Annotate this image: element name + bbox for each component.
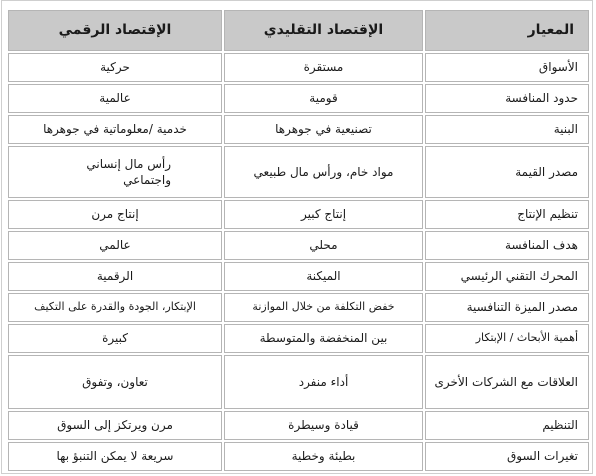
cell-criterion: مصدر القيمة <box>425 146 589 198</box>
cell-digital: حركية <box>8 53 222 82</box>
cell-traditional: خفض التكلفة من خلال الموازنة <box>224 293 423 322</box>
cell-criterion: العلاقات مع الشركات الأخرى <box>425 355 589 409</box>
cell-digital: كبيرة <box>8 324 222 353</box>
cell-traditional: قيادة وسيطرة <box>224 411 423 440</box>
cell-criterion: حدود المنافسة <box>425 84 589 113</box>
comparison-table <box>6 8 591 473</box>
table-row <box>8 442 589 471</box>
cell-traditional: مستقرة <box>224 53 423 82</box>
cell-digital: الرقمية <box>8 262 222 291</box>
table-row <box>8 231 589 260</box>
table-row <box>8 84 589 113</box>
table-row <box>8 324 589 353</box>
header-digital-economy: الإقتصاد الرقمي <box>8 10 222 51</box>
cell-digital: رأس مال إنساني واجتماعي <box>8 146 222 198</box>
table-row <box>8 355 589 409</box>
table-row <box>8 293 589 322</box>
table-row <box>8 146 589 198</box>
table-header-row <box>8 10 589 51</box>
cell-criterion: مصدر الميزة التنافسية <box>425 293 589 322</box>
cell-traditional: قومية <box>224 84 423 113</box>
cell-traditional: محلي <box>224 231 423 260</box>
cell-traditional: الميكنة <box>224 262 423 291</box>
header-criterion: المعيار <box>425 10 589 51</box>
cell-digital: سريعة لا يمكن التنبؤ بها <box>8 442 222 471</box>
cell-criterion: تغيرات السوق <box>425 442 589 471</box>
cell-digital: عالمية <box>8 84 222 113</box>
cell-criterion: المحرك التقني الرئيسي <box>425 262 589 291</box>
cell-criterion: أهمية الأبحاث / الإبتكار <box>425 324 589 353</box>
cell-digital: مرن ويرتكز إلى السوق <box>8 411 222 440</box>
cell-criterion: هدف المنافسة <box>425 231 589 260</box>
cell-traditional: مواد خام، ورأس مال طبيعي <box>224 146 423 198</box>
table-row <box>8 411 589 440</box>
header-traditional-economy: الإقتصاد التقليدي <box>224 10 423 51</box>
table-row <box>8 53 589 82</box>
comparison-table-container <box>1 0 593 474</box>
cell-digital: خدمية /معلوماتية في جوهرها <box>8 115 222 144</box>
cell-traditional: تصنيعية في جوهرها <box>224 115 423 144</box>
cell-traditional: بين المنخفضة والمتوسطة <box>224 324 423 353</box>
cell-traditional: إنتاج كبير <box>224 200 423 229</box>
table-row <box>8 200 589 229</box>
cell-digital: عالمي <box>8 231 222 260</box>
table-row <box>8 262 589 291</box>
cell-traditional: بطيئة وخطية <box>224 442 423 471</box>
cell-traditional: أداء منفرد <box>224 355 423 409</box>
cell-digital: إنتاج مرن <box>8 200 222 229</box>
cell-criterion: تنظيم الإنتاج <box>425 200 589 229</box>
table-row <box>8 115 589 144</box>
cell-criterion: الأسواق <box>425 53 589 82</box>
cell-digital: الإبتكار، الجودة والقدرة على التكيف <box>8 293 222 322</box>
cell-criterion: البنية <box>425 115 589 144</box>
cell-digital: تعاون، وتفوق <box>8 355 222 409</box>
cell-criterion: التنظيم <box>425 411 589 440</box>
